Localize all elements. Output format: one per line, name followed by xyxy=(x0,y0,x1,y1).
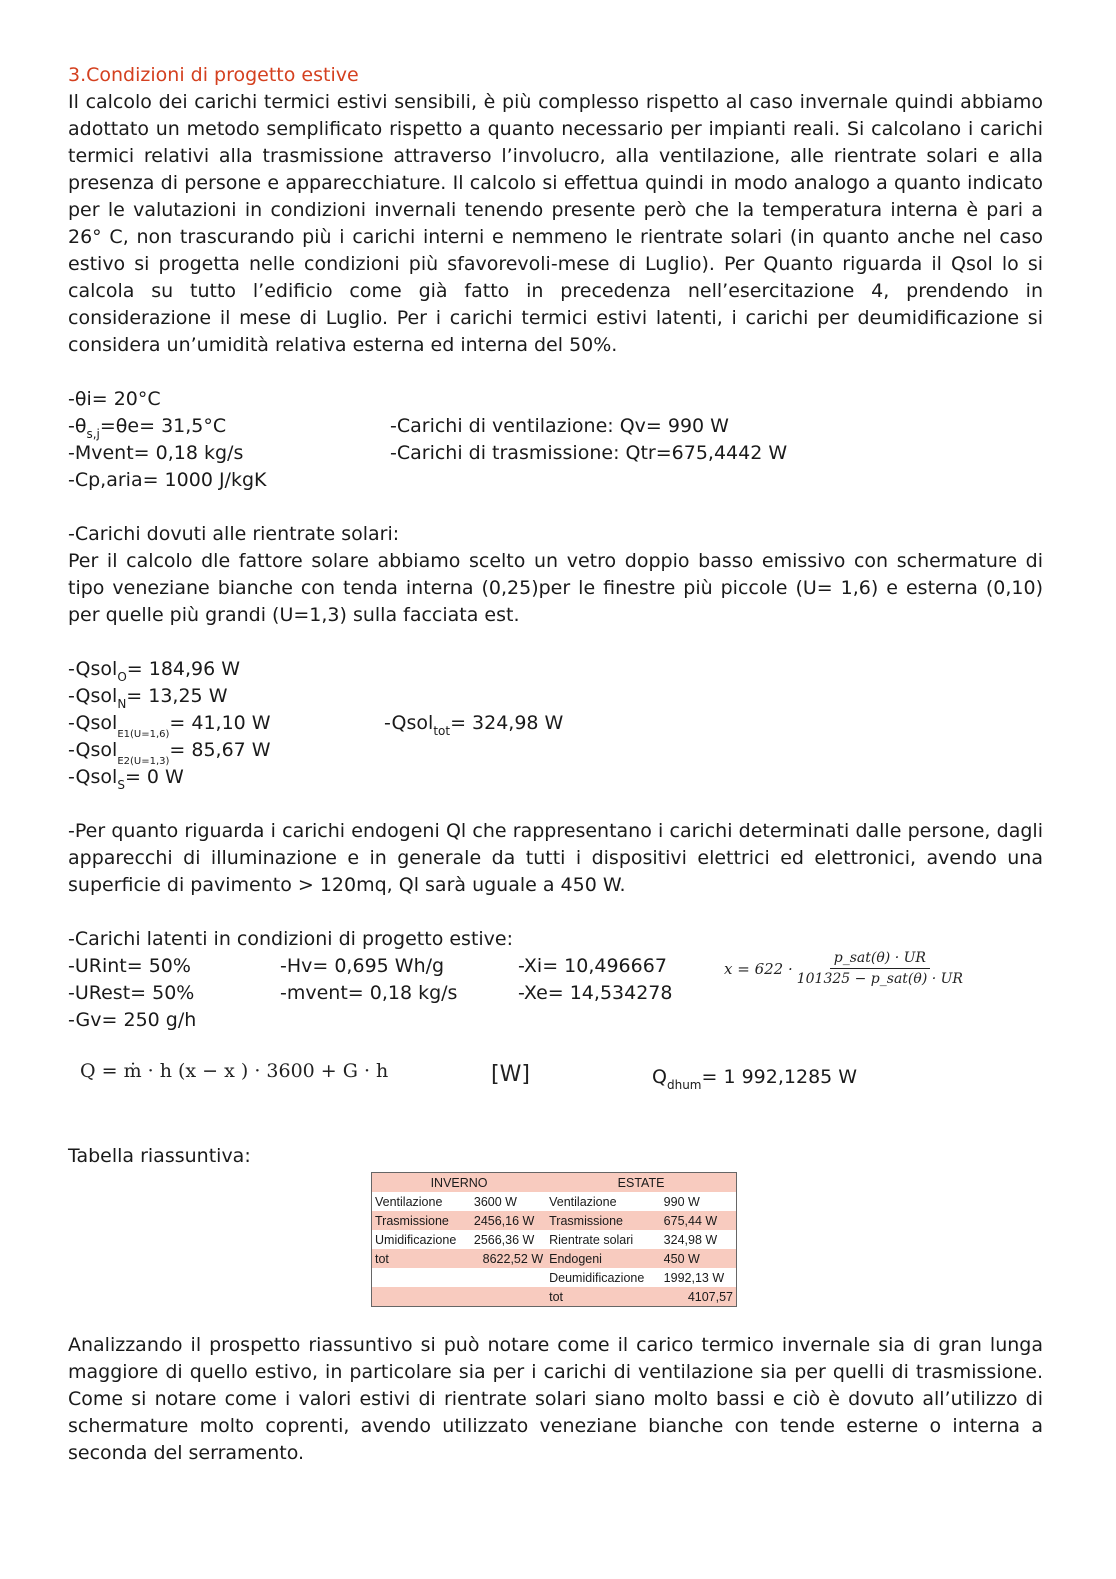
document-page xyxy=(68,62,1043,1034)
qsol-e1: -Qsol$_{E1(U=1,6)}$= 41,10 W -Qsol$_{tot}$= 324,98 W xyxy=(68,712,564,740)
qsol-tot: -Qsol$_{tot}$= 324,98 W xyxy=(384,712,564,738)
qsol-o: -Qsol$_O$= 184,96 W xyxy=(68,658,241,684)
section-title: 3.Condizioni di progetto estive xyxy=(68,64,359,86)
theta-i-line: -θi= 20°C xyxy=(68,388,161,410)
endogenous-paragraph: -Per quanto riguarda i carichi endogeni Ql che rappresentano i carichi determinati dalle persone, dagli apparecchi di illuminazione e in generale da tutti i dispositivi elettrici ed elettronici, avendo una superficie di pavimento > 120mq, Ql sarà uguale a 450 W. xyxy=(68,820,1043,896)
intro-paragraph: Il calcolo dei carichi termici estivi sensibili, è più complesso rispetto al caso invernale quindi abbiamo adottato un metodo semplificato rispetto a quanto necessario per impianti reali. Si calcolano i carichi termici relativi alla trasmissione attraverso l’involucro, alla ventilazione, alle rientrate solari e alla presenza di persone e apparecchiature. Il calcolo si effettua quindi in modo analogo a quanto indicato per le valutazioni in condizioni invernali tenendo presente però che la temperatura interna è pari a 26° C, non trascurando più i carichi interni e nemmeno le rientrate solari (in quanto anche nel caso estivo si progetta nelle condizioni più sfavorevoli-mese di Luglio). Per Quanto riguarda il Qsol lo si calcola su tutto l’edificio come già fatto in precedenza nell’esercitazione 4, prendendo in considerazione il mese di Luglio. Per i carichi termici estivi latenti, i carichi per deumidificazione si considera un’umidità relativa esterna ed interna del 50%. xyxy=(68,91,1043,356)
table-row: tot 8622,52 W Endogeni 450 W xyxy=(372,1249,737,1268)
latent-row-1: -URint= 50% -Hv= 0,695 Wh/g -Xi= 10,496667 xyxy=(68,955,667,977)
qsol-n: -Qsol$_N$= 13,25 W xyxy=(68,685,228,711)
latent-row-3: -Gv= 250 g/h xyxy=(68,1009,197,1031)
table-row: Trasmissione 2456,16 W Trasmissione 675,44 W xyxy=(372,1211,737,1230)
ventilation-load: -Carichi di ventilazione: Qv= 990 W xyxy=(390,415,729,437)
header-winter: INVERNO xyxy=(372,1173,547,1193)
solar-paragraph: Per il calcolo dle fattore solare abbiamo scelto un vetro doppio basso emissivo con schermature di tipo veneziane bianche con tenda interna (0,25)per le finestre più piccole (U= 1,6) e esterna (0,10) per quelle più grandi (U=1,3) sulla facciata est. xyxy=(68,550,1043,626)
latent-heading: -Carichi latenti in condizioni di progetto estive: xyxy=(68,928,514,950)
mvent-line: -Mvent= 0,18 kg/s -Carichi di trasmissione: Qtr=675,4442 W xyxy=(68,440,1043,467)
table-row: Umidificazione 2566,36 W Rientrate solari 324,98 W xyxy=(372,1230,737,1249)
table-row: tot 4107,57 xyxy=(372,1287,737,1307)
table-row: Deumidificazione 1992,13 W xyxy=(372,1268,737,1287)
latent-row-2: -URest= 50% -mvent= 0,18 kg/s -Xe= 14,534278 xyxy=(68,982,673,1004)
table-title: Tabella riassuntiva: xyxy=(68,1145,251,1167)
solar-heading: -Carichi dovuti alle rientrate solari: xyxy=(68,523,400,545)
qdhum-result: $Q_{dhum}= 1$ 992,1285 W xyxy=(652,1066,858,1092)
qsol-e2: -Qsol$_{E2(U=1,3)}$= 85,67 W xyxy=(68,739,271,767)
table-row: Ventilazione 3600 W Ventilazione 990 W xyxy=(372,1192,737,1211)
summary-table xyxy=(371,1172,737,1307)
header-summer: ESTATE xyxy=(546,1173,736,1193)
dehumidification-formula: Q = ṁ · h (x − x ) · 3600 + G · h xyxy=(80,1060,389,1082)
formula-unit: [W] xyxy=(491,1062,530,1087)
cp-line: -Cp,aria= 1000 J/kgK xyxy=(68,469,267,491)
table-header-row xyxy=(372,1173,737,1193)
qsol-s: -Qsol$_S$= 0 W xyxy=(68,766,184,792)
transmission-load: -Carichi di trasmissione: Qtr=675,4442 W xyxy=(390,442,788,464)
theta-e-line: $-\theta_{s,j}=\theta e= 31,5^\circ C$ -Carichi di ventilazione: Qv= 990 W xyxy=(68,415,729,441)
humidity-ratio-formula: x = 622 · $\frac{\text{p\_sat(θ) · UR}}{\text{101325 − p\_sat(θ) · UR}}$ xyxy=(724,950,963,987)
conclusion-paragraph: Analizzando il prospetto riassuntivo si può notare come il carico termico invernale sia di gran lunga maggiore di quello estivo, in particolare sia per i carichi di ventilazione sia per quelli di trasmissione. Come si notare come i valori estivi di rientrate solari siano molto bassi e ciò è dovuto all’utilizzo di schermature molto coprenti, avendo utilizzato veneziane bianche con tende esterne o interna a seconda del serramento. xyxy=(68,1334,1043,1464)
